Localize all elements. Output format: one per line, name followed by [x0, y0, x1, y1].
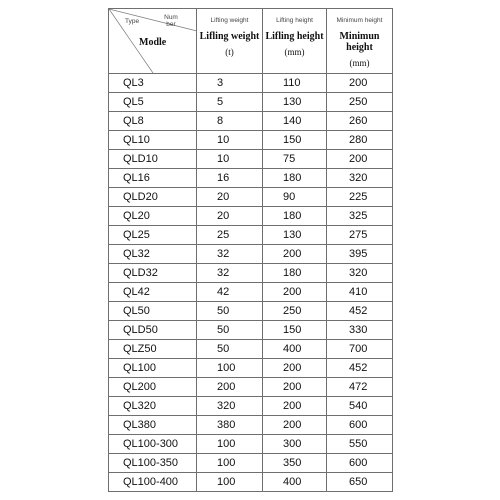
table-row	[109, 188, 393, 207]
model-cell: QL200	[109, 378, 197, 397]
lifting-height-cell: 400	[263, 473, 327, 492]
model-cell: QLZ50	[109, 340, 197, 359]
lifting-spec-table	[108, 8, 393, 492]
lifting-weight-cell: 50	[197, 302, 263, 321]
minimum-height-cell: 260	[327, 112, 393, 131]
lifting-weight-cell: 3	[197, 74, 263, 93]
model-cell: QL25	[109, 226, 197, 245]
lifting-height-cell: 250	[263, 302, 327, 321]
lifting-height-cell: 200	[263, 283, 327, 302]
corner-number-label: Num ber	[164, 14, 178, 28]
minimum-height-cell: 600	[327, 416, 393, 435]
lifting-weight-cell: 320	[197, 397, 263, 416]
model-cell: QL3	[109, 74, 197, 93]
header-weight-cell	[197, 9, 263, 74]
table-row	[109, 74, 393, 93]
lifting-weight-cell: 100	[197, 454, 263, 473]
diagonal-corner-cell	[109, 9, 197, 73]
model-cell: QL5	[109, 93, 197, 112]
table-row	[109, 302, 393, 321]
table-row	[109, 150, 393, 169]
model-cell: QL32	[109, 245, 197, 264]
lifting-height-cell: 200	[263, 245, 327, 264]
lifting-height-cell: 90	[263, 188, 327, 207]
lifting-weight-cell: 25	[197, 226, 263, 245]
model-cell: QL100-350	[109, 454, 197, 473]
table-body	[109, 74, 393, 492]
table-header	[109, 9, 393, 74]
table-row	[109, 93, 393, 112]
minimum-height-cell: 410	[327, 283, 393, 302]
table-row	[109, 245, 393, 264]
min-height-column-heading: Minimun height	[339, 31, 380, 53]
minimum-height-cell: 600	[327, 454, 393, 473]
minimum-height-cell: 250	[327, 93, 393, 112]
height-column-heading: Lifling height	[265, 31, 324, 42]
minimum-height-cell: 395	[327, 245, 393, 264]
weight-column-heading: Lifling weight	[199, 31, 260, 42]
model-cell: QLD10	[109, 150, 197, 169]
lifting-height-cell: 75	[263, 150, 327, 169]
lifting-height-cell: 200	[263, 416, 327, 435]
header-height-cell	[263, 9, 327, 74]
minimum-height-cell: 325	[327, 207, 393, 226]
lifting-weight-cell: 50	[197, 340, 263, 359]
lifting-weight-cell: 32	[197, 245, 263, 264]
header-model-cell	[109, 9, 197, 74]
lifting-weight-cell: 100	[197, 473, 263, 492]
minimum-height-cell: 550	[327, 435, 393, 454]
minimum-height-cell: 320	[327, 264, 393, 283]
model-cell: QL100-400	[109, 473, 197, 492]
lifting-height-cell: 180	[263, 207, 327, 226]
minimum-height-cell: 275	[327, 226, 393, 245]
min-height-unit-label: (mm)	[349, 58, 370, 68]
spec-sheet	[108, 8, 392, 496]
table-row	[109, 416, 393, 435]
height-small-label: Lifting height	[276, 17, 313, 24]
lifting-height-cell: 140	[263, 112, 327, 131]
corner-type-label: Type	[125, 18, 140, 25]
lifting-weight-cell: 5	[197, 93, 263, 112]
model-cell: QL10	[109, 131, 197, 150]
lifting-weight-cell: 20	[197, 207, 263, 226]
lifting-weight-cell: 100	[197, 435, 263, 454]
table-row	[109, 131, 393, 150]
lifting-height-cell: 200	[263, 378, 327, 397]
table-row	[109, 321, 393, 340]
table-row	[109, 473, 393, 492]
lifting-weight-cell: 10	[197, 150, 263, 169]
model-cell: QLD20	[109, 188, 197, 207]
lifting-height-cell: 110	[263, 74, 327, 93]
model-cell: QL320	[109, 397, 197, 416]
lifting-weight-cell: 8	[197, 112, 263, 131]
minimum-height-cell: 280	[327, 131, 393, 150]
model-cell: QLD32	[109, 264, 197, 283]
header-min-height-cell	[327, 9, 393, 74]
table-row	[109, 112, 393, 131]
lifting-weight-cell: 50	[197, 321, 263, 340]
header-row	[109, 9, 393, 74]
model-cell: QL100	[109, 359, 197, 378]
model-cell: QL100-300	[109, 435, 197, 454]
lifting-weight-cell: 20	[197, 188, 263, 207]
lifting-weight-cell: 200	[197, 378, 263, 397]
table-row	[109, 226, 393, 245]
model-cell: QL16	[109, 169, 197, 188]
minimum-height-cell: 452	[327, 302, 393, 321]
minimum-height-cell: 320	[327, 169, 393, 188]
minimum-height-cell: 650	[327, 473, 393, 492]
minimum-height-cell: 700	[327, 340, 393, 359]
weight-unit-label: (t)	[225, 47, 234, 57]
table-row	[109, 397, 393, 416]
lifting-height-cell: 130	[263, 226, 327, 245]
lifting-height-cell: 150	[263, 131, 327, 150]
lifting-weight-cell: 100	[197, 359, 263, 378]
lifting-weight-cell: 32	[197, 264, 263, 283]
minimum-height-cell: 540	[327, 397, 393, 416]
model-cell: QL380	[109, 416, 197, 435]
table-row	[109, 264, 393, 283]
lifting-weight-cell: 42	[197, 283, 263, 302]
lifting-height-cell: 200	[263, 359, 327, 378]
lifting-weight-cell: 16	[197, 169, 263, 188]
table-row	[109, 378, 393, 397]
model-cell: QL42	[109, 283, 197, 302]
minimum-height-cell: 330	[327, 321, 393, 340]
lifting-height-cell: 300	[263, 435, 327, 454]
minimum-height-cell: 200	[327, 74, 393, 93]
lifting-height-cell: 180	[263, 264, 327, 283]
model-cell: QL20	[109, 207, 197, 226]
minimum-height-cell: 225	[327, 188, 393, 207]
model-cell: QL50	[109, 302, 197, 321]
model-cell: QLD50	[109, 321, 197, 340]
weight-small-label: Lifting weight	[210, 17, 249, 24]
lifting-weight-cell: 10	[197, 131, 263, 150]
table-row	[109, 283, 393, 302]
table-row	[109, 207, 393, 226]
height-unit-label: (mm)	[284, 47, 305, 57]
table-row	[109, 169, 393, 188]
table-row	[109, 435, 393, 454]
min-height-small-label: Minimum height	[336, 17, 383, 24]
minimum-height-cell: 472	[327, 378, 393, 397]
lifting-height-cell: 400	[263, 340, 327, 359]
lifting-weight-cell: 380	[197, 416, 263, 435]
lifting-height-cell: 150	[263, 321, 327, 340]
lifting-height-cell: 350	[263, 454, 327, 473]
table-row	[109, 454, 393, 473]
table-row	[109, 340, 393, 359]
lifting-height-cell: 180	[263, 169, 327, 188]
model-column-heading: Modle	[139, 37, 167, 48]
lifting-height-cell: 130	[263, 93, 327, 112]
lifting-height-cell: 200	[263, 397, 327, 416]
table-row	[109, 359, 393, 378]
minimum-height-cell: 200	[327, 150, 393, 169]
model-cell: QL8	[109, 112, 197, 131]
minimum-height-cell: 452	[327, 359, 393, 378]
